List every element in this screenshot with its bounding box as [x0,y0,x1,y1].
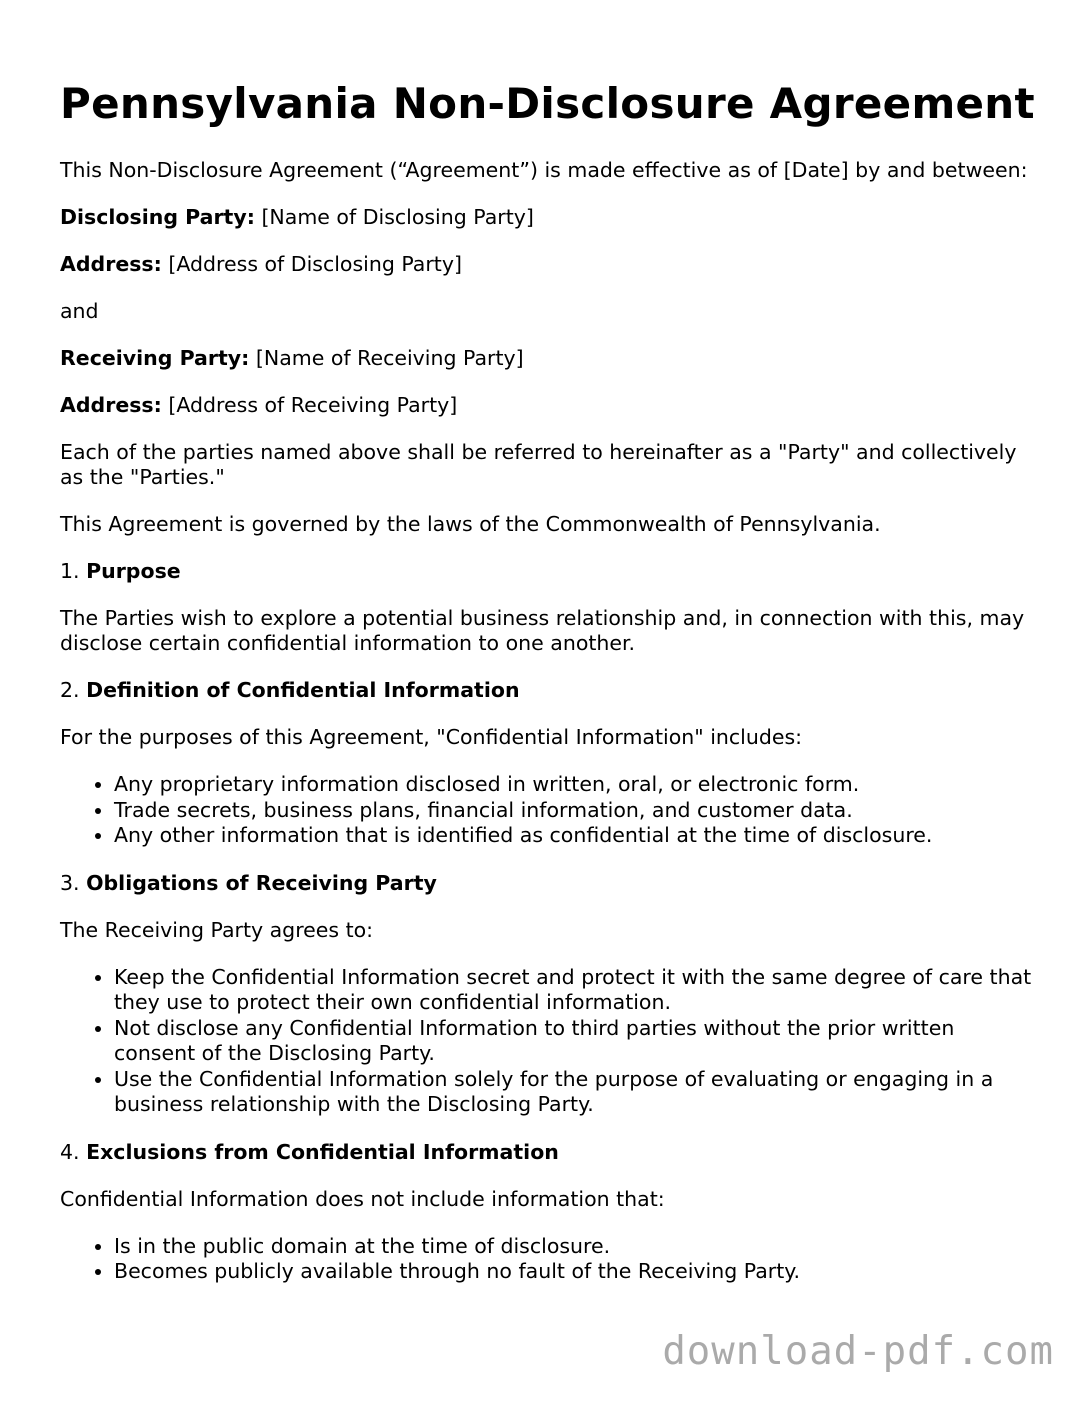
list-item: • Is in the public domain at the time of disclosure. [114,1234,1040,1260]
section-4-text: Confidential Information does not include information that: [60,1186,665,1211]
disclosing-address-value: [Address of Disclosing Party] [161,252,462,276]
section-title: Obligations of Receiving Party [86,870,437,895]
section-title: Definition of Confidential Information [86,678,520,702]
governing-law: This Agreement is governed by the laws of the Commonwealth of Pennsylvania. [60,512,881,536]
document-page [60,78,1040,1307]
document-title: Pennsylvania Non-Disclosure Agreement [60,79,1035,128]
parties-note: Each of the parties named above shall be referred to hereinafter as a "Party" and collectively as the "Parties." [60,440,1017,489]
intro-paragraph: This Non-Disclosure Agreement (“Agreement”) is made effective as of [Date] by and between: [60,158,1028,182]
list-item: • Keep the Confidential Information secret and protect it with the same degree of care that they use to protect their own confidential information. [114,965,1040,1016]
receiving-party-value: [Name of Receiving Party] [249,346,524,370]
list-item: • Not disclose any Confidential Information to third parties without the prior written consent of the Disclosing Party. [114,1016,1040,1067]
disclosing-party-label: Disclosing Party: [60,205,255,229]
section-3-heading [60,871,1040,896]
section-2-text: For the purposes of this Agreement, "Confidential Information" includes: [60,725,803,749]
section-number: 2. [60,678,87,702]
disclosing-address-label: Address: [60,252,162,276]
section-number: 1. [60,559,87,583]
and-text: and [60,299,99,323]
section-number: 3. [60,870,87,895]
list-item: • Becomes publicly available through no fault of the Receiving Party. [114,1259,1040,1285]
section-3-text: The Receiving Party agrees to: [60,917,374,942]
receiving-address-line [60,393,1040,418]
section-title: Exclusions from Confidential Information [86,1139,559,1164]
section-number: 4. [60,1139,87,1164]
list-item: • Any proprietary information disclosed in written, oral, or electronic form. [114,772,1040,798]
list-item: • Use the Confidential Information solely for the purpose of evaluating or engaging in a business relationship with the Disclosing Party. [114,1067,1040,1118]
section-1-heading [60,559,1040,584]
section-title: Purpose [86,559,181,583]
receiving-address-label: Address: [60,393,162,417]
section-2-list [60,772,1040,849]
disclosing-address-line [60,252,1040,277]
watermark: download-pdf.com [662,1329,1054,1374]
section-1-text: The Parties wish to explore a potential business relationship and, in connection with this, may disclose certain confidential information to one another. [60,606,1025,655]
disclosing-party-line [60,205,1040,230]
section-4-heading [60,1140,1040,1165]
section-4-list [60,1234,1040,1285]
list-item: • Any other information that is identified as confidential at the time of disclosure. [114,823,1040,849]
receiving-address-value: [Address of Receiving Party] [161,393,458,417]
receiving-party-label: Receiving Party: [60,346,250,370]
disclosing-party-value: [Name of Disclosing Party] [254,205,534,229]
list-item: • Trade secrets, business plans, financial information, and customer data. [114,798,1040,824]
receiving-party-line [60,346,1040,371]
section-3-list [60,965,1040,1118]
section-2-heading [60,678,1040,703]
